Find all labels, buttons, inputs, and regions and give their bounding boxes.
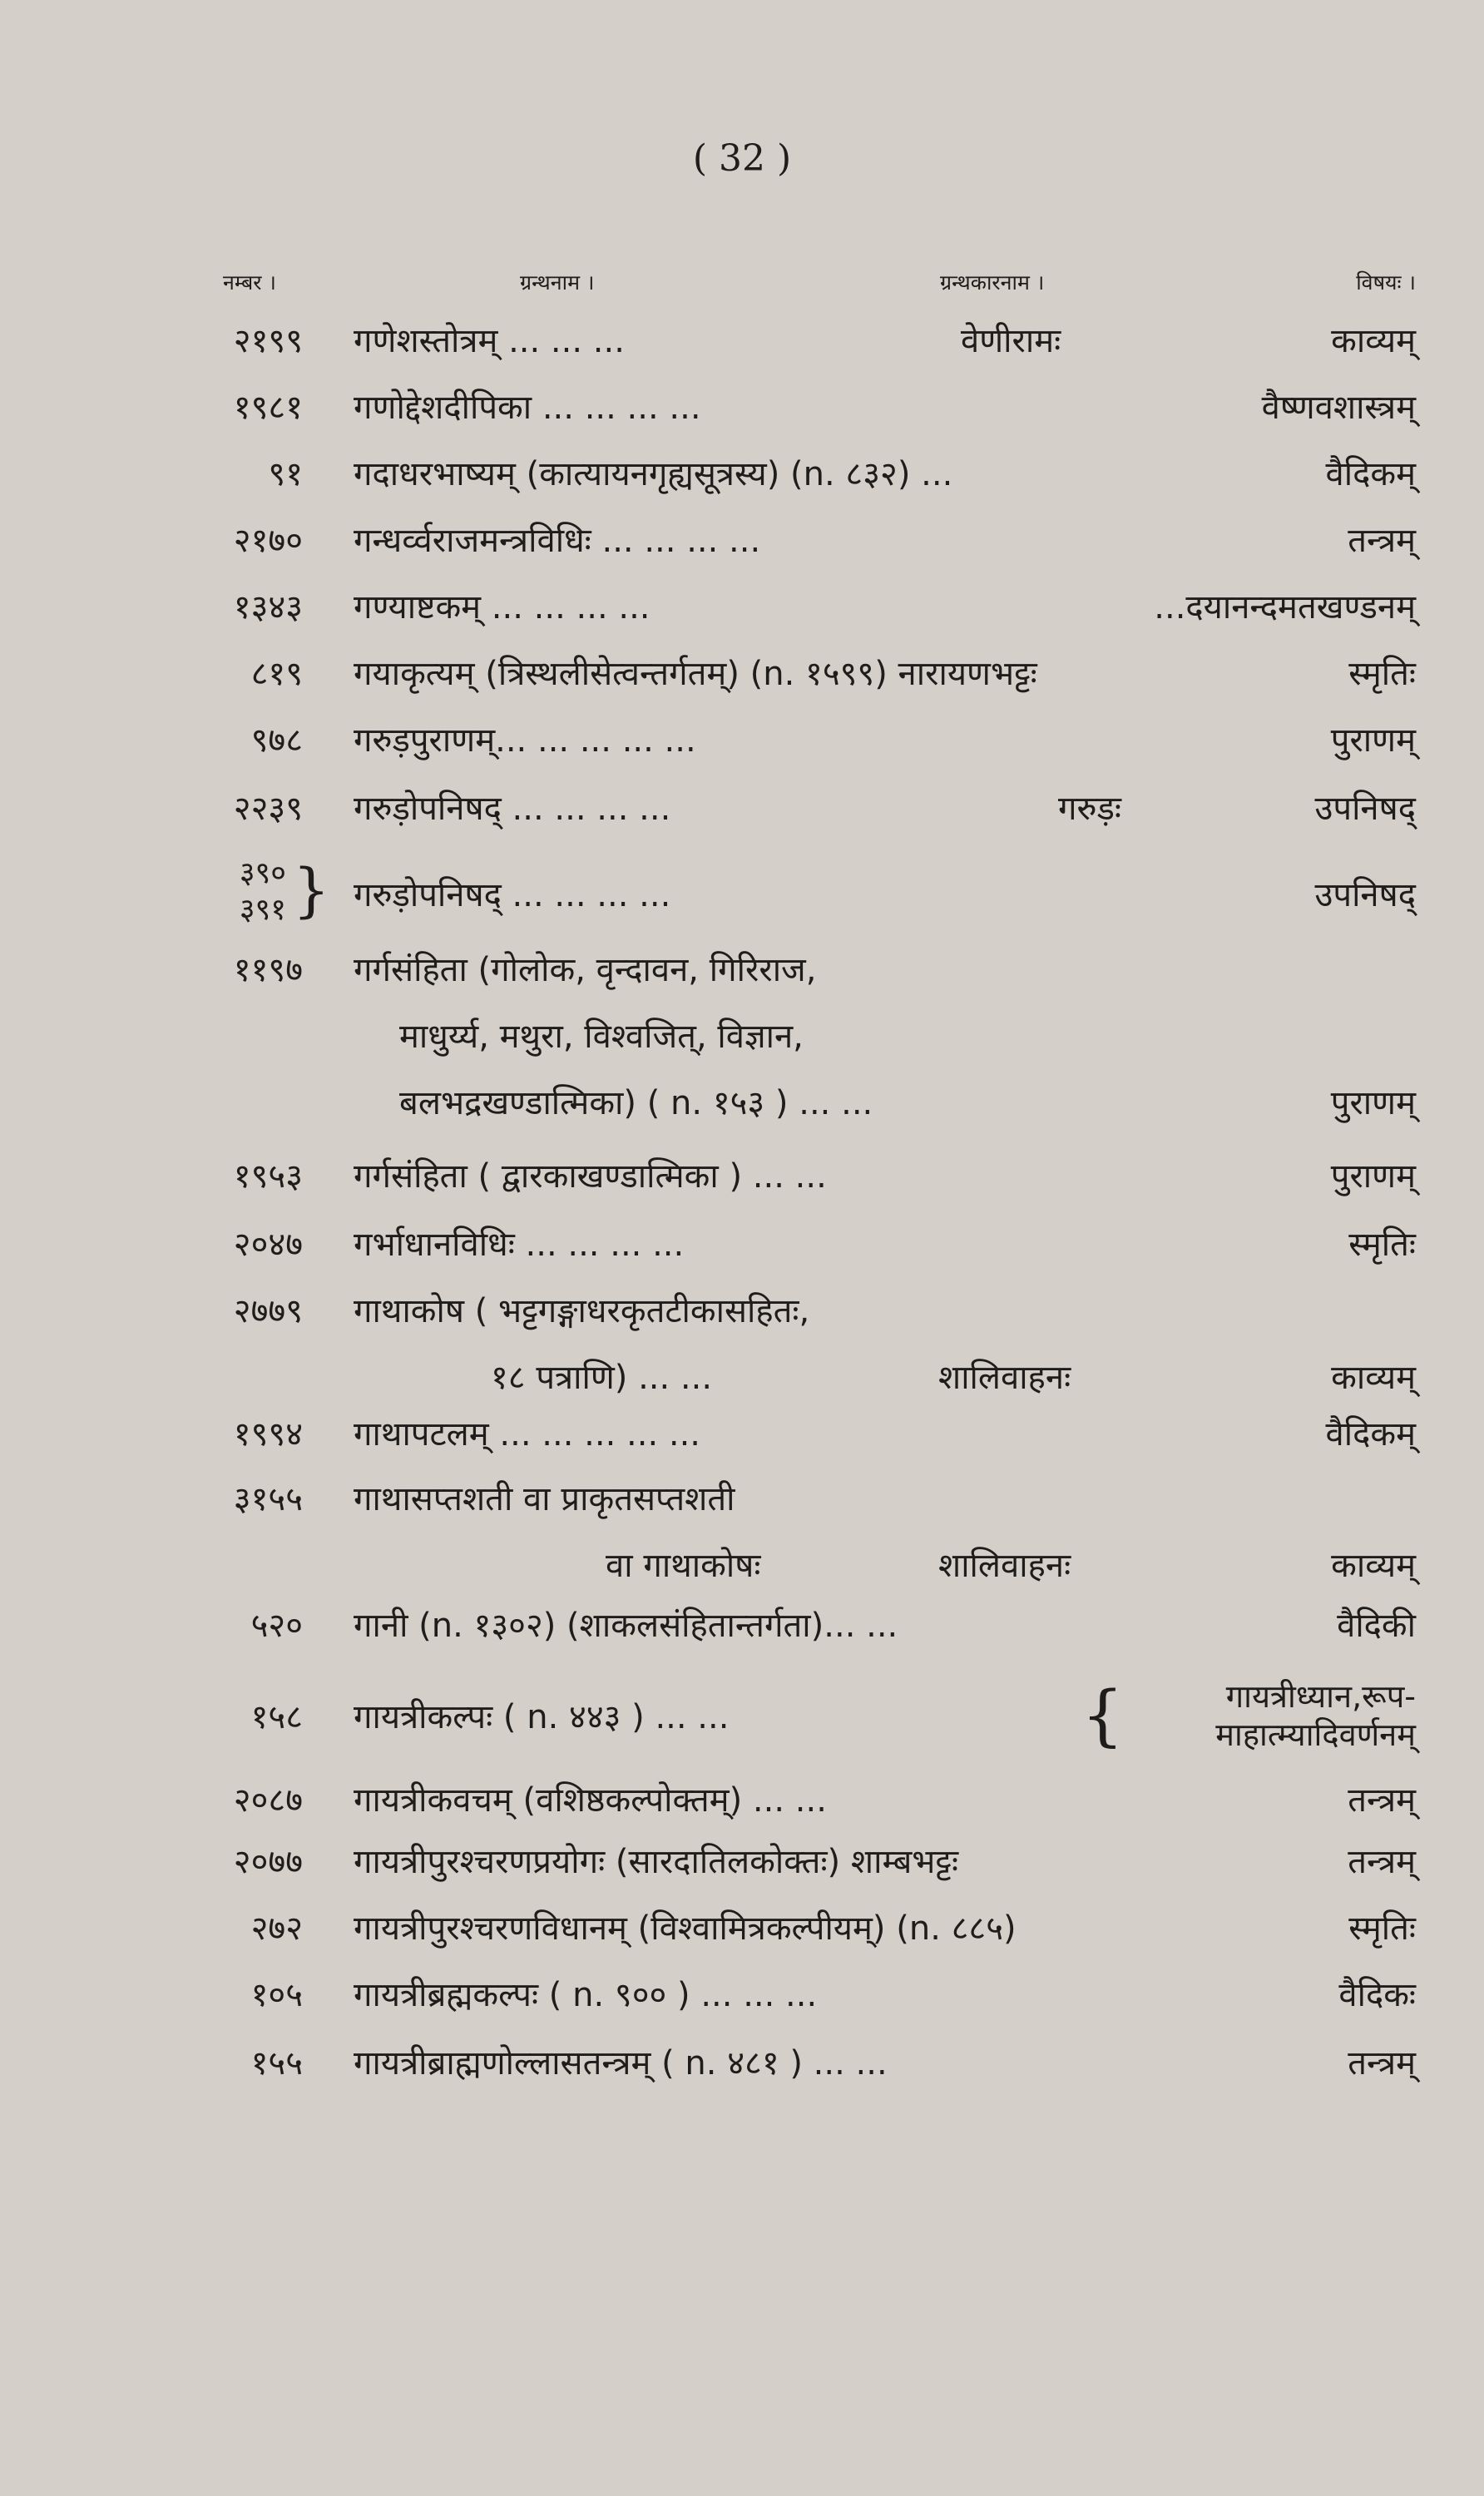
entry-author: वेणीरामः [961, 322, 1061, 360]
entry-subject: वैदिकः [1338, 1976, 1416, 2014]
entry-title: गरुड़ोपनिषद् ... ... ... ... [354, 790, 671, 828]
brace: } [293, 856, 330, 924]
entry-title: गन्धर्व्वराजमन्त्रविधिः ... ... ... ... [354, 522, 761, 560]
entry-subject: काव्यम् [1331, 1359, 1416, 1397]
entry-title: गाथाकोष ( भट्टगङ्गाधरकृतटीकासहितः, [354, 1292, 810, 1330]
entry-subject: पुराणम् [1330, 1084, 1416, 1122]
entry-number: ९१ [268, 455, 303, 493]
entry-subject: पुराणम् [1330, 721, 1416, 760]
entry-number: ३१५५ [233, 1480, 303, 1518]
entry-subject: गायत्रीध्यान,रूप- [1225, 1678, 1416, 1715]
entry-author: गरुड़ः [1058, 790, 1121, 828]
entry-title: गर्गसंहिता (गोलोक, वृन्दावन, गिरिराज, [354, 951, 817, 989]
entry-number: ३९० [239, 856, 286, 890]
entry-author: शालिवाहनः [938, 1359, 1071, 1397]
entry-title: गर्भाधानविधिः ... ... ... ... [354, 1226, 685, 1264]
entry-subject: वैदिकम् [1325, 1415, 1416, 1454]
entry-number: १५८ [250, 1698, 303, 1736]
entry-number: २१९९ [233, 322, 303, 360]
entry-subject: उपनिषद् [1314, 790, 1416, 828]
entry-author: शालिवाहनः [938, 1547, 1071, 1585]
table-row [0, 1291, 1484, 1408]
entry-number: ३९१ [239, 893, 286, 927]
entry-number: २०४७ [233, 1226, 303, 1264]
entry-number: २०८७ [233, 1781, 303, 1820]
entry-title: गायत्रीब्राह्मणोल्लासतन्त्रम् ( n. ४८१ ) ... ... [354, 2044, 888, 2082]
entry-title: गाथापटलम् ... ... ... ... ... [354, 1415, 701, 1454]
entry-title: गरुड़पुराणम्... ... ... ... ... [354, 721, 696, 760]
entry-subject: काव्यम् [1331, 1547, 1416, 1585]
entry-title-continuation: माधुर्य्य, मथुरा, विश्वजित्, विज्ञान, [399, 1018, 804, 1056]
header-number: नम्बर । [223, 270, 276, 295]
entry-subject: स्मृतिः [1348, 655, 1416, 693]
entry-number: १९५३ [233, 1157, 303, 1196]
table-row [0, 1672, 1484, 1764]
entry-subject: तन्त्रम् [1348, 1843, 1416, 1881]
entry-title: गायत्रीकल्पः ( n. ४४३ ) ... ... [354, 1698, 730, 1736]
entry-subject: तन्त्रम् [1348, 522, 1416, 560]
entry-title-continuation: १८ पत्राणि) ... ... [491, 1359, 713, 1397]
entry-number: २१७० [233, 522, 303, 560]
entry-title-continuation: वा गाथाकोषः [606, 1547, 761, 1585]
header-author: ग्रन्थकारनाम । [940, 270, 1045, 295]
entry-subject: तन्त्रम् [1348, 2044, 1416, 2082]
header-subject: विषयः । [1356, 270, 1416, 295]
entry-title: गायत्रीकवचम् (वशिष्ठकल्पोक्तम्) ... ... [354, 1781, 827, 1820]
entry-number: २०७७ [233, 1843, 303, 1881]
entry-title: गायत्रीपुरश्चरणविधानम् (विश्वामित्रकल्पीयम्) (n. ८८५) [354, 1909, 1017, 1948]
entry-number: १९९४ [233, 1415, 303, 1454]
entry-title: गणोद्देशदीपिका ... ... ... ... [354, 389, 701, 427]
entry-subject: तन्त्रम् [1348, 1781, 1416, 1820]
entry-title-continuation: बलभद्रखण्डात्मिका) ( n. १५३ ) ... ... [399, 1084, 873, 1122]
entry-subject: माहात्म्यादिवर्णनम् [1215, 1716, 1416, 1753]
brace: { [1081, 1676, 1124, 1754]
entry-title: गर्गसंहिता ( द्वारकाखण्डात्मिका ) ... ... [354, 1157, 827, 1196]
entry-title: गाथासप्तशती वा प्राकृतसप्तशती [354, 1480, 735, 1518]
entry-subject: स्मृतिः [1348, 1909, 1416, 1948]
entry-title: गदाधरभाष्यम् (कात्यायनगृह्यसूत्रस्य) (n. ८३२) ... [354, 455, 953, 493]
entry-title: गयाकृत्यम् (त्रिस्थलीसेत्वन्तर्गतम्) (n. १५९९) नारायणभट्टः [354, 655, 1037, 693]
entry-subject: काव्यम् [1331, 322, 1416, 360]
entry-author-subject: ...दयानन्दमतखण्डनम् [1154, 588, 1416, 626]
entry-number: २२३९ [233, 790, 303, 828]
entry-number: ९७८ [250, 721, 303, 760]
entry-number: २७७९ [233, 1292, 303, 1330]
entry-number: १३४३ [233, 588, 303, 626]
entry-subject: उपनिषद् [1314, 876, 1416, 914]
table-row [0, 855, 1484, 938]
entry-subject: वैदिकी [1337, 1607, 1416, 1645]
entry-subject: पुराणम् [1330, 1157, 1416, 1196]
entry-subject: वैदिकम् [1325, 455, 1416, 493]
entry-subject: स्मृतिः [1348, 1226, 1416, 1264]
entry-title: गायत्रीपुरश्चरणप्रयोगः (सारदातिलकोक्तः) शाम्बभट्टः [354, 1843, 959, 1881]
entry-title: गायत्रीब्रह्मकल्पः ( n. ९०० ) ... ... ... [354, 1976, 818, 2014]
header-title: ग्रन्थनाम । [520, 270, 595, 295]
entry-number: १५५ [250, 2044, 303, 2082]
table-row [0, 950, 1484, 1150]
entry-title: गण्याष्टकम् ... ... ... ... [354, 588, 650, 626]
entry-title: गणेशस्तोत्रम् ... ... ... [354, 322, 625, 360]
entry-number: ८१९ [250, 655, 303, 693]
entry-title: गरुड़ोपनिषद् ... ... ... ... [354, 876, 671, 914]
entry-number: ११९७ [233, 951, 303, 989]
entry-number: १९८१ [233, 389, 303, 427]
table-row [0, 1479, 1484, 1596]
entry-subject: वैष्णवशास्त्रम् [1261, 389, 1416, 427]
page-number: ( 32 ) [692, 137, 792, 180]
entry-title: गानी (n. १३०२) (शाकलसंहितान्तर्गता)... ... [354, 1607, 898, 1645]
entry-number: ५२० [250, 1607, 303, 1645]
entry-number: १०५ [250, 1976, 303, 2014]
entry-number: २७२ [250, 1909, 303, 1948]
